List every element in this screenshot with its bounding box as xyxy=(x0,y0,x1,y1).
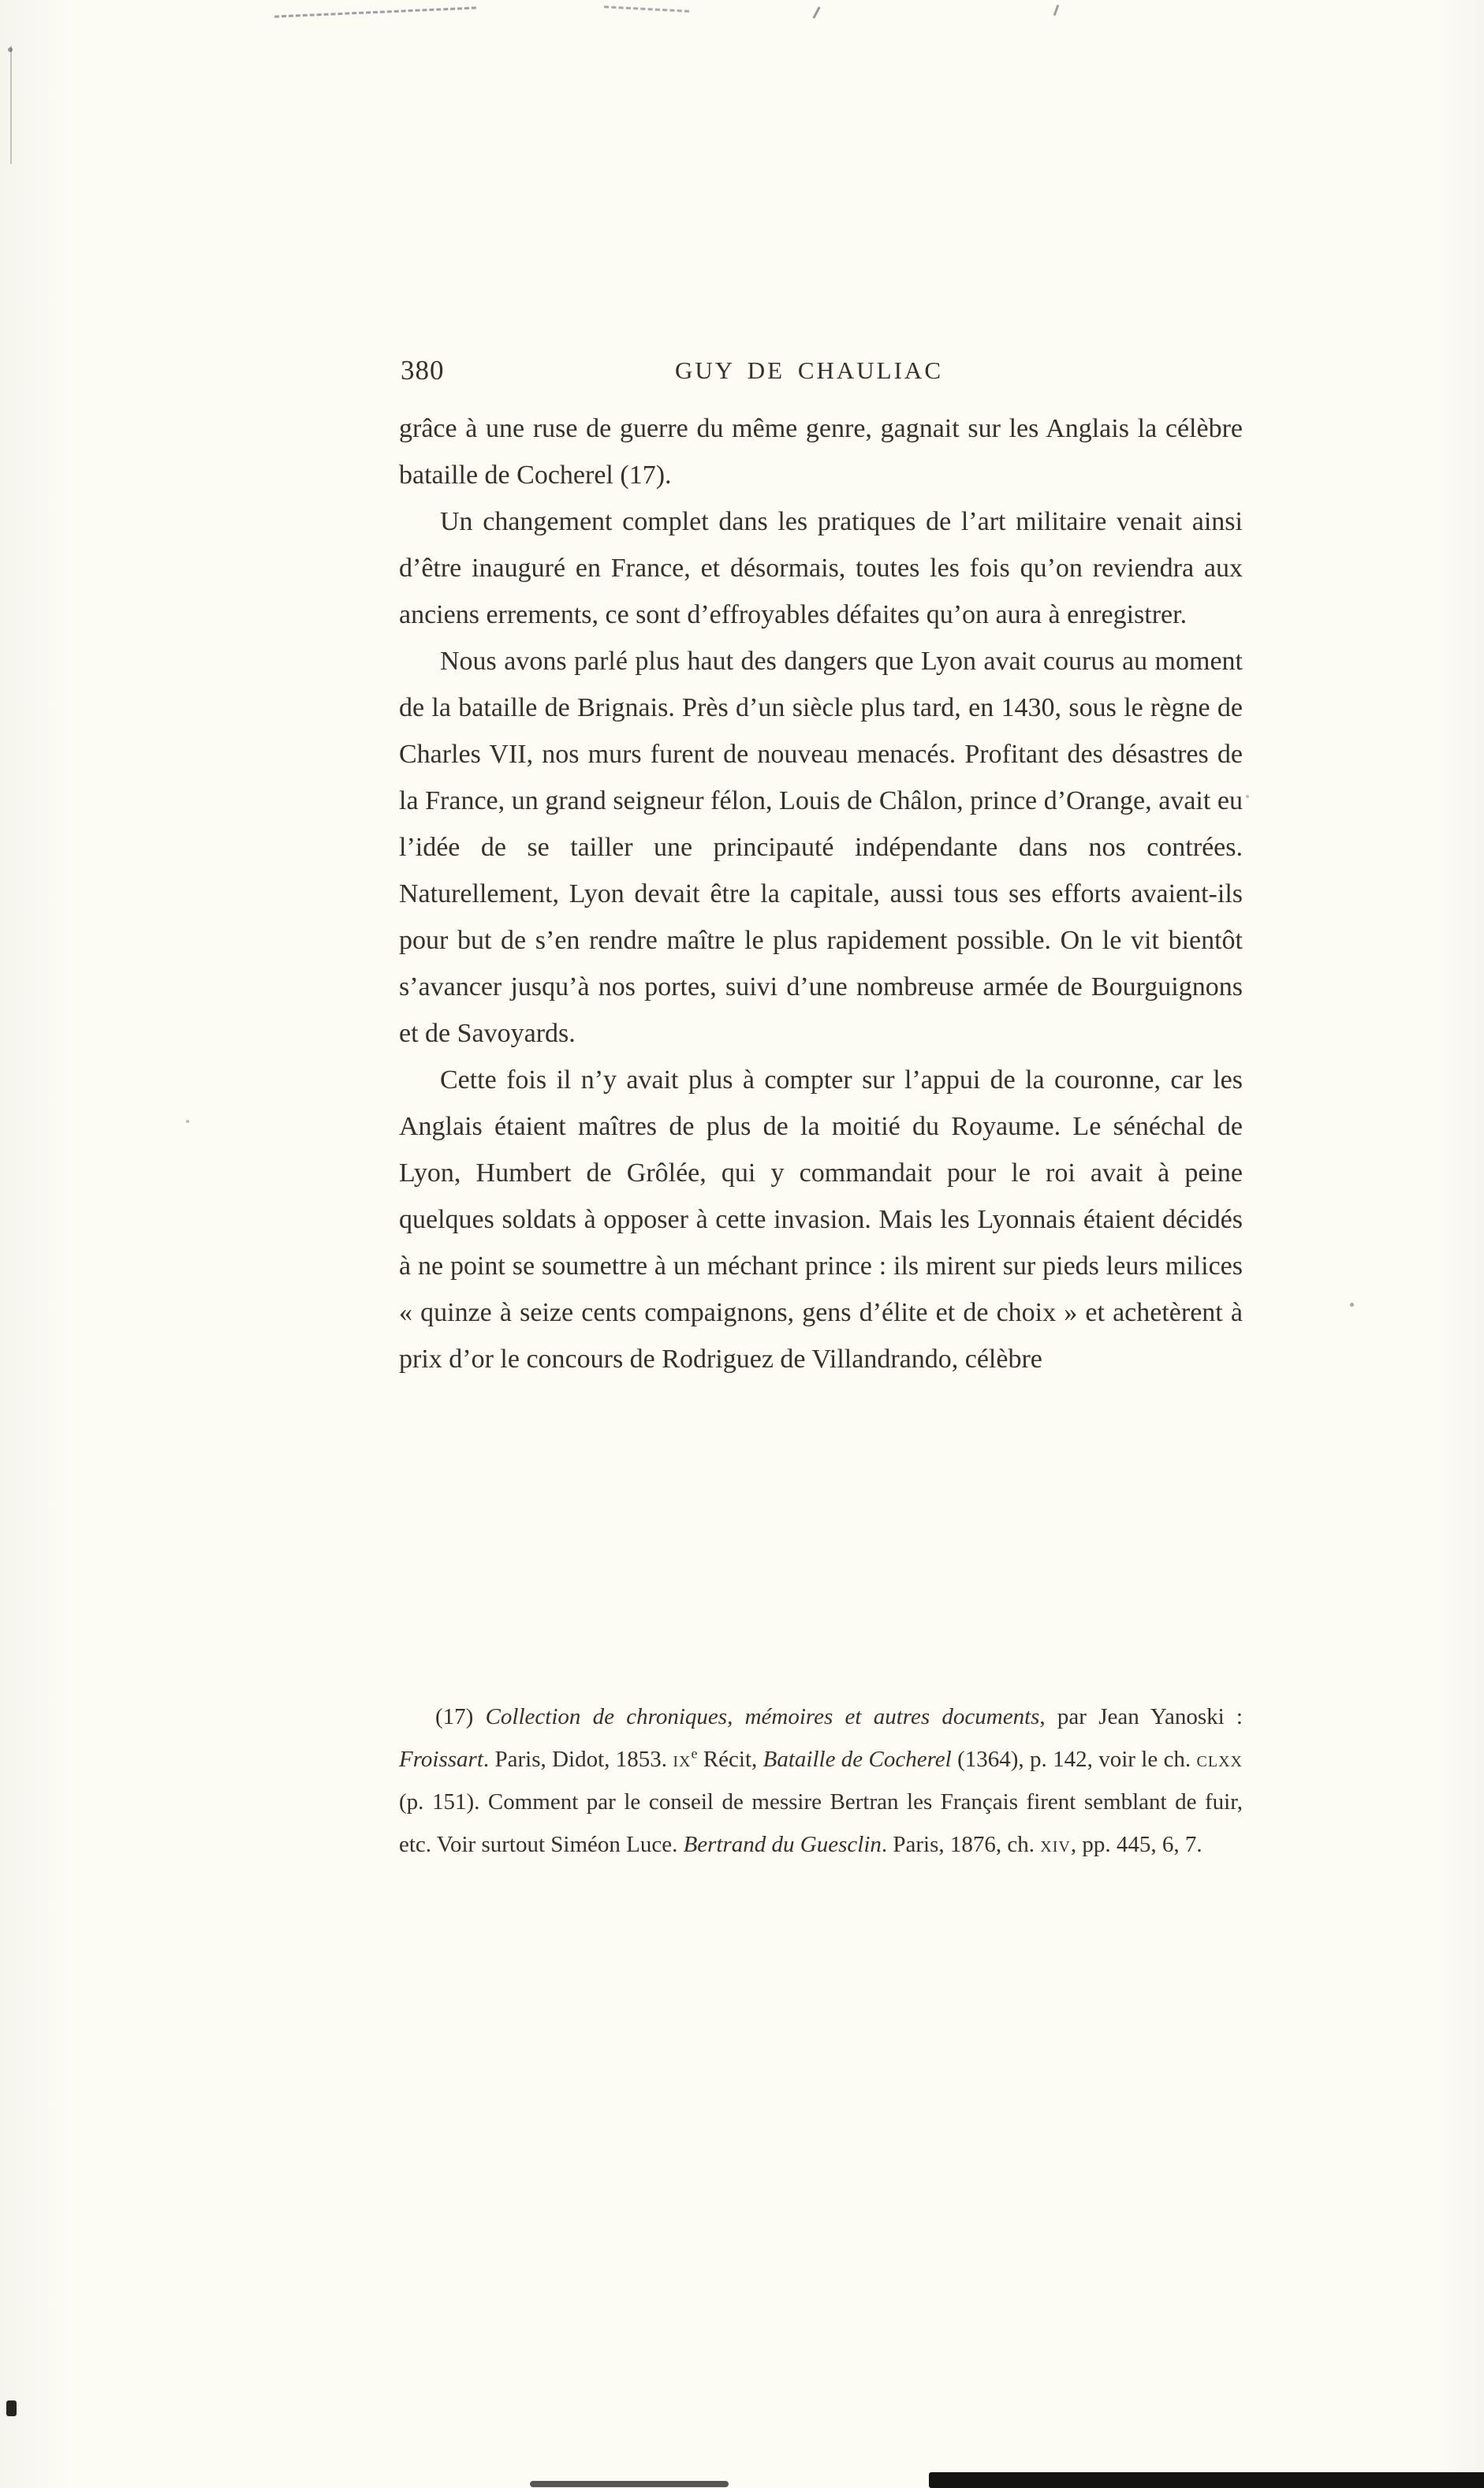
footnote-segment: Froissart xyxy=(399,1747,483,1772)
footnote-segment: e xyxy=(691,1745,698,1762)
scan-speck xyxy=(1350,1303,1354,1307)
footnote-text xyxy=(399,1695,1243,1866)
page-number: 380 xyxy=(401,355,445,386)
scan-dash-mark xyxy=(604,6,689,13)
scan-speck xyxy=(1246,795,1249,798)
scan-tick-mark xyxy=(1053,5,1060,16)
scan-tick-mark xyxy=(812,6,820,19)
paragraph: Un changement complet dans les pratiques de l’art militaire venait ainsi d’être inauguré en France, et désormais, toutes les fois qu’on reviendra aux anciens errements, ce sont d’effroyables défaites qu’on aura à enregistrer. xyxy=(399,507,1243,629)
footnote-segment: (17) xyxy=(435,1704,486,1729)
page-header xyxy=(399,355,1243,391)
scan-edge-dot xyxy=(6,2400,17,2416)
footnote-segment: ix xyxy=(673,1747,692,1772)
footnote xyxy=(399,1695,1243,1866)
footnote-segment: Bataille de Cocherel xyxy=(763,1747,952,1772)
footnote-segment: . Paris, Didot, 1853. xyxy=(483,1747,673,1772)
footnote-segment: . Paris, 1876, ch. xyxy=(881,1832,1041,1857)
footnote-segment: (p. 151). Comment par le conseil de messire Bertran les Français firent semblant de fuir, etc. Voir surtout Siméon Luce. xyxy=(399,1789,1243,1857)
footnote-segment: Collection de chroniques, mémoires et autres documents xyxy=(485,1704,1040,1729)
paragraph: Cette fois il n’y avait plus à compter sur l’appui de la couronne, car les Anglais étaient maîtres de plus de la moitié du Royaume. Le sénéchal de Lyon, Humbert de Grôlée, qui y commandait pour le roi avait à peine quelques soldats à opposer à cette invasion. Mais les Lyonnais étaient décidés à ne point se soumettre à un méchant prince : ils mirent sur pieds leurs milices « quinze à seize cents compaignons, gens d’élite et de choix » et achetèrent à prix d’or le concours de Rodriguez de Villandrando, célèbre xyxy=(399,1065,1243,1374)
body-text xyxy=(399,405,1243,1382)
footnote-segment: Bertrand du Guesclin xyxy=(683,1832,882,1857)
footnote-segment: (1364), p. 142, voir le ch. xyxy=(951,1747,1197,1772)
footnote-segment: clxx xyxy=(1196,1747,1243,1772)
paragraph: Nous avons parlé plus haut des dangers que Lyon avait courus au moment de la bataille de Brignais. Près d’un siècle plus tard, en 1430, sous le règne de Charles VII, nos murs furent de nouveau menacés. Profitant des désastres de la France, un grand seigneur félon, Louis de Châlon, prince d’Orange, avait eu l’idée de se tailler une principauté indépendante dans nos contrées. Naturellement, Lyon devait être la capitale, aussi tous ses efforts avaient-ils pour but de s’en rendre maître le plus rapidement possible. On le vit bientôt s’avancer jusqu’à nos portes, suivi d’une nombreuse armée de Bourguignons et de Savoyards. xyxy=(399,647,1243,1048)
scan-bottom-bar xyxy=(929,2472,1484,2488)
footnote-segment: xiv xyxy=(1040,1832,1071,1857)
scan-edge-dot xyxy=(8,47,13,52)
paragraph: grâce à une ruse de guerre du même genre, gagnait sur les Anglais la célèbre bataille de Cocherel (17). xyxy=(399,414,1243,490)
footnote-segment: , par Jean Yanoski : xyxy=(1039,1704,1243,1729)
scan-dash-mark xyxy=(274,6,476,17)
running-title: GUY DE CHAULIAC xyxy=(675,356,943,384)
scan-bottom-bar xyxy=(530,2481,729,2487)
scan-edge-line xyxy=(10,46,12,164)
scan-speck xyxy=(186,1120,189,1123)
footnote-segment: Récit, xyxy=(697,1747,763,1772)
footnote-segment: , pp. 445, 6, 7. xyxy=(1070,1832,1202,1857)
